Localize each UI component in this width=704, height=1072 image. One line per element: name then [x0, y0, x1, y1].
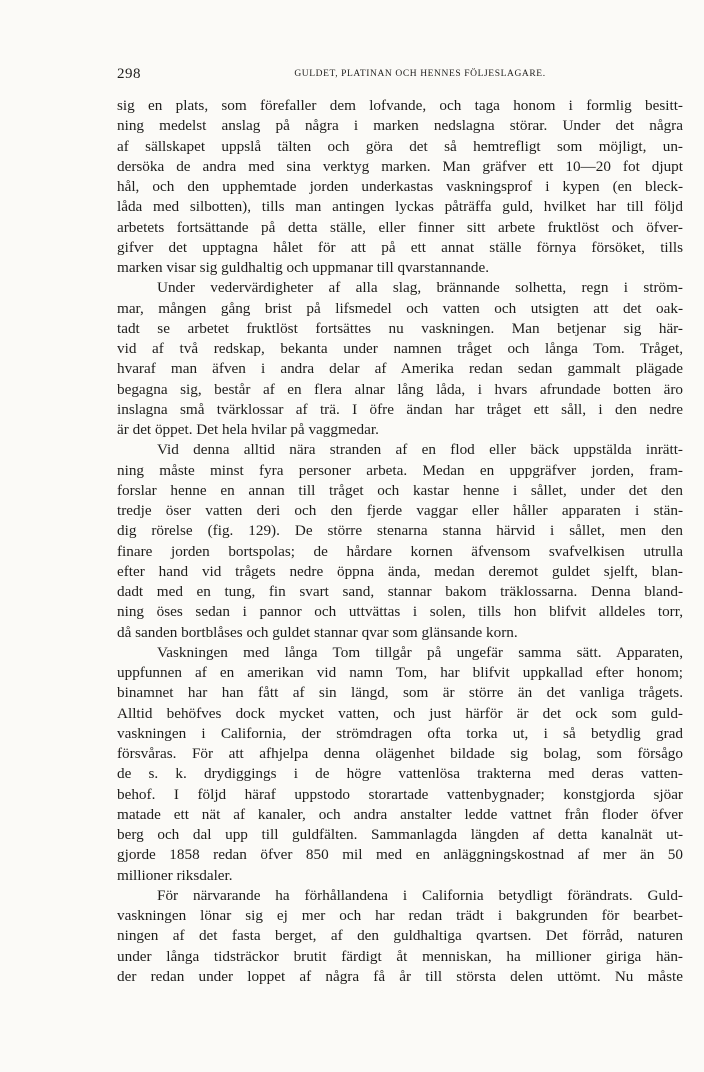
text-line: hål, och den upphemtade jorden underkastas vaskningsprof i kypen (en bleck- — [117, 178, 683, 195]
text-line: binamnet har han fått af sin längd, som är större än det vanliga trågets. — [117, 684, 683, 702]
text-line: matade ett nät af kanaler, och andra anstalter ledde vattnet från floder öfver — [117, 805, 683, 823]
text-line: ning öses sedan i pannor och uttvättas i solen, tills hon blifvit alldeles torr, — [117, 603, 683, 621]
text-line: inslagna små tvärklossar af trä. I öfre ändan har tråget ett såll, i den nedre — [117, 400, 683, 418]
text-line: försvåras. För att afhjelpa denna olägenhet bildade sig bolag, som försågo — [117, 745, 683, 762]
text-line: begagna sig, består af en flera alnar lång låda, i hvars afrundade botten äro — [117, 380, 683, 398]
text-line: För närvarande ha förhållandena i California betydligt förändrats. Guld- — [157, 886, 683, 904]
text-line: hvaraf man äfven i andra delar af Amerika redan sedan gammalt plägade — [117, 360, 683, 378]
text-line: är det öppet. Det hela hvilar på vaggmedar. — [117, 421, 379, 438]
text-line: tredje öser vatten deri och den fjerde vaggar eller håller apparaten i stän- — [117, 502, 683, 519]
text-line: dersöka de andra med sina verktyg marken. Man gräfver ett 10—20 fot djupt — [117, 157, 683, 175]
text-line: der redan under loppet af några få år till största delen uttömt. Nu måste — [117, 967, 683, 985]
text-line: gifver det upptagna hålet för att på ett annat ställe förnya försöket, tills — [117, 238, 683, 256]
text-line: efter hand vid trågets nedre öppna ända, medan deremot guldet sjelft, blan- — [117, 562, 683, 580]
text-line: ningen af det fasta berget, af den guldhaltiga qvartsen. Det förråd, naturen — [117, 927, 683, 945]
text-line: under långa tidsträckor brutit färdigt åt menniskan, ha millioner giriga hän- — [117, 947, 683, 965]
text-line: millioner riksdaler. — [117, 866, 233, 884]
text-line: de s. k. drydiggings i de högre vattenlösa trakterna med deras vatten- — [117, 765, 683, 783]
text-line: vaskningen i California, der strömdragen ofta torka ut, i så betydlig grad — [117, 724, 683, 742]
text-line: uppfunnen af en amerikan vid namn Tom, har blifvit uppkallad efter honom; — [117, 664, 683, 681]
text-line: gjorde 1858 redan öfver 850 mil med en anläggningskostnad af mer än 50 — [117, 846, 683, 864]
page-number: 298 — [117, 66, 141, 82]
text-line: ning måste minst fyra personer arbeta. Medan en uppgräfver jorden, fram- — [117, 461, 683, 479]
text-line: Vaskningen med långa Tom tillgår på ungefär samma sätt. Apparaten, — [157, 643, 683, 661]
text-line: marken visar sig guldhaltig och uppmanar till qvarstannande. — [117, 259, 489, 276]
text-line: finare jorden bortspolas; de hårdare kornen äfvensom svafvelkisen utrulla — [117, 542, 683, 560]
text-line: Vid denna alltid nära stranden af en flod eller bäck uppstälda inrätt- — [157, 441, 683, 459]
text-line: låda med silbotten), tills man antingen lyckas påträffa guld, hvilket har till följd — [117, 198, 683, 216]
text-line: sig en plats, som förefaller dem lofvande, och taga honom i formlig besitt- — [117, 97, 683, 114]
text-line: tadt se arbetet fruktlöst fortsättes nu vaskningen. Man betjenar sig här- — [117, 319, 683, 337]
text-line: dadt med en tung, fin svart sand, stannar bakom träklossarna. Denna bland- — [117, 583, 683, 600]
body-text — [117, 96, 683, 987]
text-line: Under vedervärdigheter af alla slag, brännande solhetta, regn i ström- — [157, 279, 683, 297]
text-line: dig rörelse (fig. 129). De större stenarna stanna härvid i sållet, men den — [117, 522, 683, 540]
text-line: vid af två redskap, bekanta under namnen tråget och långa Tom. Tråget, — [117, 340, 683, 357]
text-line: berg och dal upp till guldfälten. Sammanlagda längden af detta kanalnät ut- — [117, 826, 683, 843]
text-line: af sällskapet uppslå tälten och göra det så hemtrefligt som möjligt, un- — [117, 137, 683, 155]
text-line: arbetets fortsättande på detta ställe, eller finner sitt arbete fruktlöst och öfver- — [117, 218, 683, 236]
text-line: ning medelst anslag på några i marken nedslagna störar. Under det några — [117, 117, 683, 135]
text-line: Alltid behöfves dock mycket vatten, och just härför är det ock som guld- — [117, 704, 683, 722]
text-line: vaskningen lönar sig ej mer och har redan trädt i bakgrunden för bearbet- — [117, 907, 683, 924]
text-line: behof. I följd häraf uppstodo storartade vattenbygnader; konstgjorda sjöar — [117, 785, 683, 803]
page-header — [117, 66, 683, 86]
running-head: GULDET, PLATINAN OCH HENNES FÖLJESLAGARE. — [294, 69, 546, 79]
text-line: mar, mången gång brist på lifsmedel och vatten och utsigten att det oak- — [117, 299, 683, 317]
text-line: då sanden bortblåses och guldet stannar qvar som glänsande korn. — [117, 623, 518, 641]
text-line: forslar henne en annan till tråget och kastar henne i sållet, under det den — [117, 481, 683, 499]
